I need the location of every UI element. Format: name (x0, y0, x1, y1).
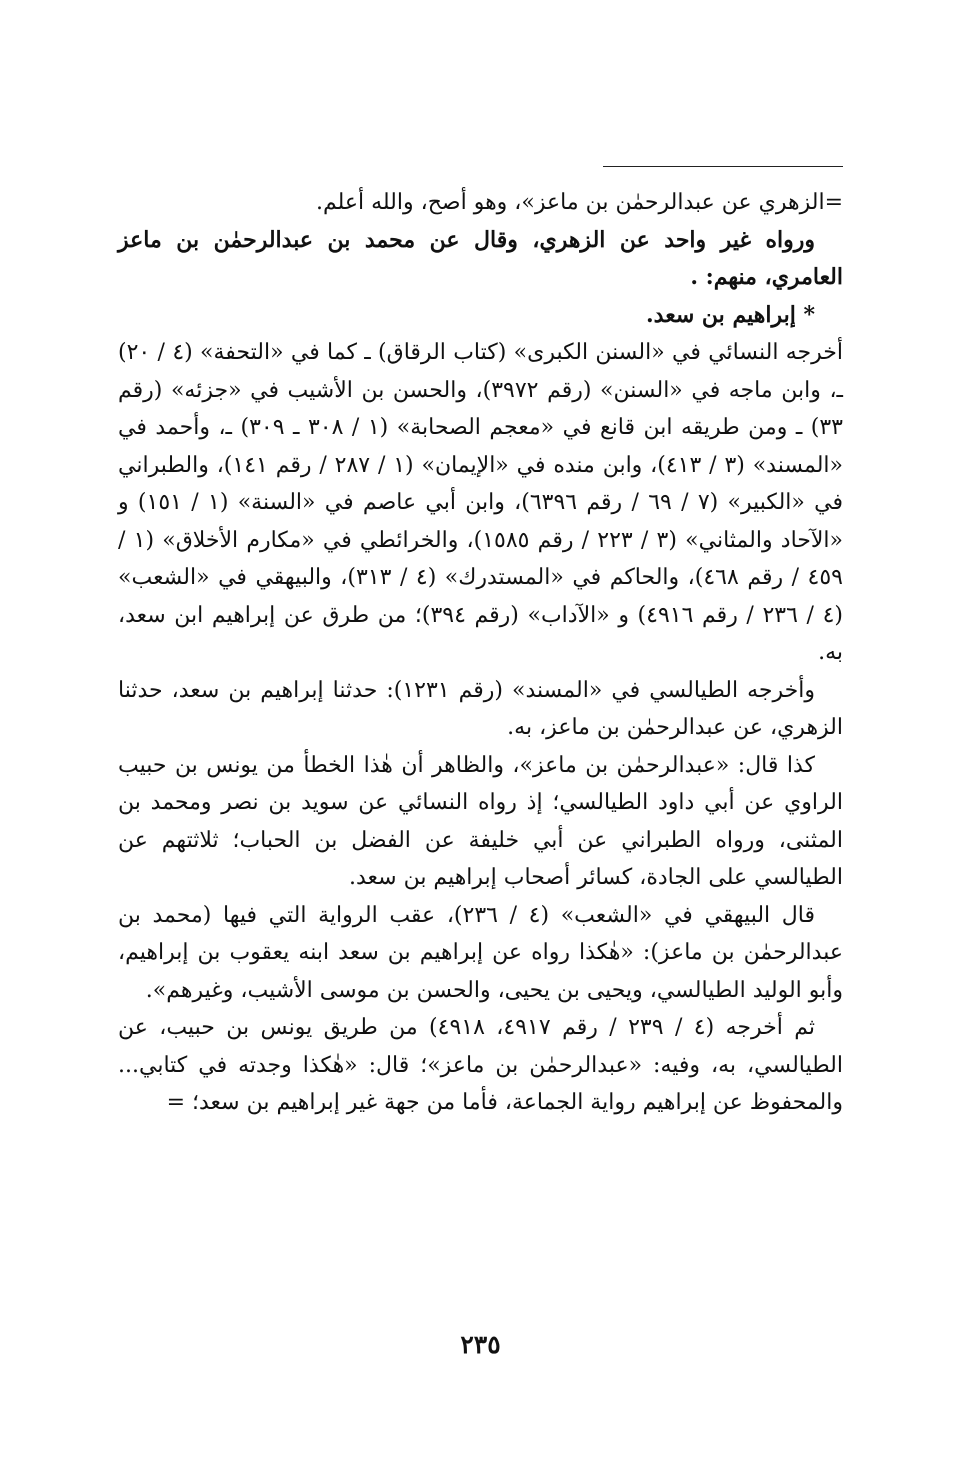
page-number: ٢٣٥ (460, 1330, 501, 1359)
footnote-separator-rule (603, 166, 843, 167)
footnote-paragraph-narrators-intro: ورواه غير واحد عن الزهري، وقال عن محمد بن عبدالرحمٰن بن ماعز العامري، منهم: . (118, 226, 843, 290)
footnote-paragraph-tayalisi: وأخرجه الطيالسي في «المسند» (رقم ١٢٣١): حدثنا إبراهيم بن سعد، حدثنا الزهري، عن عبدالرحمٰن بن ماعز، به. (118, 677, 843, 740)
footnote-paragraph-error-note: كذا قال: «عبدالرحمٰن بن ماعز»، والظاهر أن هٰذا الخطأ من يونس بن حبيب الراوي عن أبي داود الطيالسي؛ إذ رواه النسائي عن سويد بن نصر ومحمد بن المثنى، ورواه الطبراني عن أبي خليفة عن الفضل بن الحباب؛ ثلاثتهم عن الطيالسي على الجادة، كسائر أصحاب إبراهيم بن سعد. (118, 752, 843, 890)
footnote-paragraph-bayhaqi-quote: قال البيهقي في «الشعب» (٤ / ٢٣٦)، عقب الرواية التي فيها (محمد بن عبدالرحمٰن بن ماعز): «هٰكذا رواه عن إبراهيم بن سعد ابنه يعقوب بن إبراهيم، وأبو الوليد الطيالسي، ويحيى بن يحيى، والحسن بن موسى الأشيب، وغيرهم». (118, 902, 843, 1003)
footnote-paragraph-bayhaqi-second: ثم أخرجه (٤ / ٢٣٩ / رقم ٤٩١٧، ٤٩١٨) من طريق يونس بن حبيب، عن الطيالسي، به، وفيه: «عبدالرحمٰن بن ماعز»؛ قال: «هٰكذا وجدته في كتابي... والمحفوظ عن إبراهيم رواية الجماعة، فأما من جهة غير إبراهيم بن سعد؛ = (118, 1015, 843, 1115)
footnote-paragraph-narrator-heading: * إبراهيم بن سعد. (646, 301, 815, 328)
footnote-paragraph-continuation: =الزهري عن عبدالرحمٰن بن ماعز»، وهو أصح، والله أعلم. (315, 190, 843, 215)
footnote-text-block (118, 184, 843, 1122)
footnote-paragraph-takhrij: أخرجه النسائي في «السنن الكبرى» (كتاب الرقاق) ـ كما في «التحفة» (٤ / ٢٠) ـ، وابن ماجه في «السنن» (رقم ٣٩٧٢)، والحسن بن الأشيب في «جزئه» (رقم ٣٣) ـ ومن طريقه ابن قانع في «معجم الصحابة» (١ / ٣٠٨ ـ ٣٠٩) ـ، وأحمد في «المسند» (٣ / ٤١٣)، وابن منده في «الإيمان» (١ / ٢٨٧ / رقم ١٤١)، والطبراني في «الكبير» (٧ / ٦٩ / رقم ٦٣٩٦)، وابن أبي عاصم في «السنة» (١ / ١٥١) و «الآحاد والمثاني» (٣ / ٢٢٣ / رقم ١٥٨٥)، والخرائطي في «مكارم الأخلاق» (١ / ٤٥٩ / رقم ٤٦٨)، والحاكم في «المستدرك» (٤ / ٣١٣)، والبيهقي في «الشعب» (٤ / ٢٣٦ / رقم ٤٩١٦) و «الآداب» (رقم ٣٩٤)؛ من طرق عن إبراهيم ابن سعد، به. (118, 340, 844, 665)
